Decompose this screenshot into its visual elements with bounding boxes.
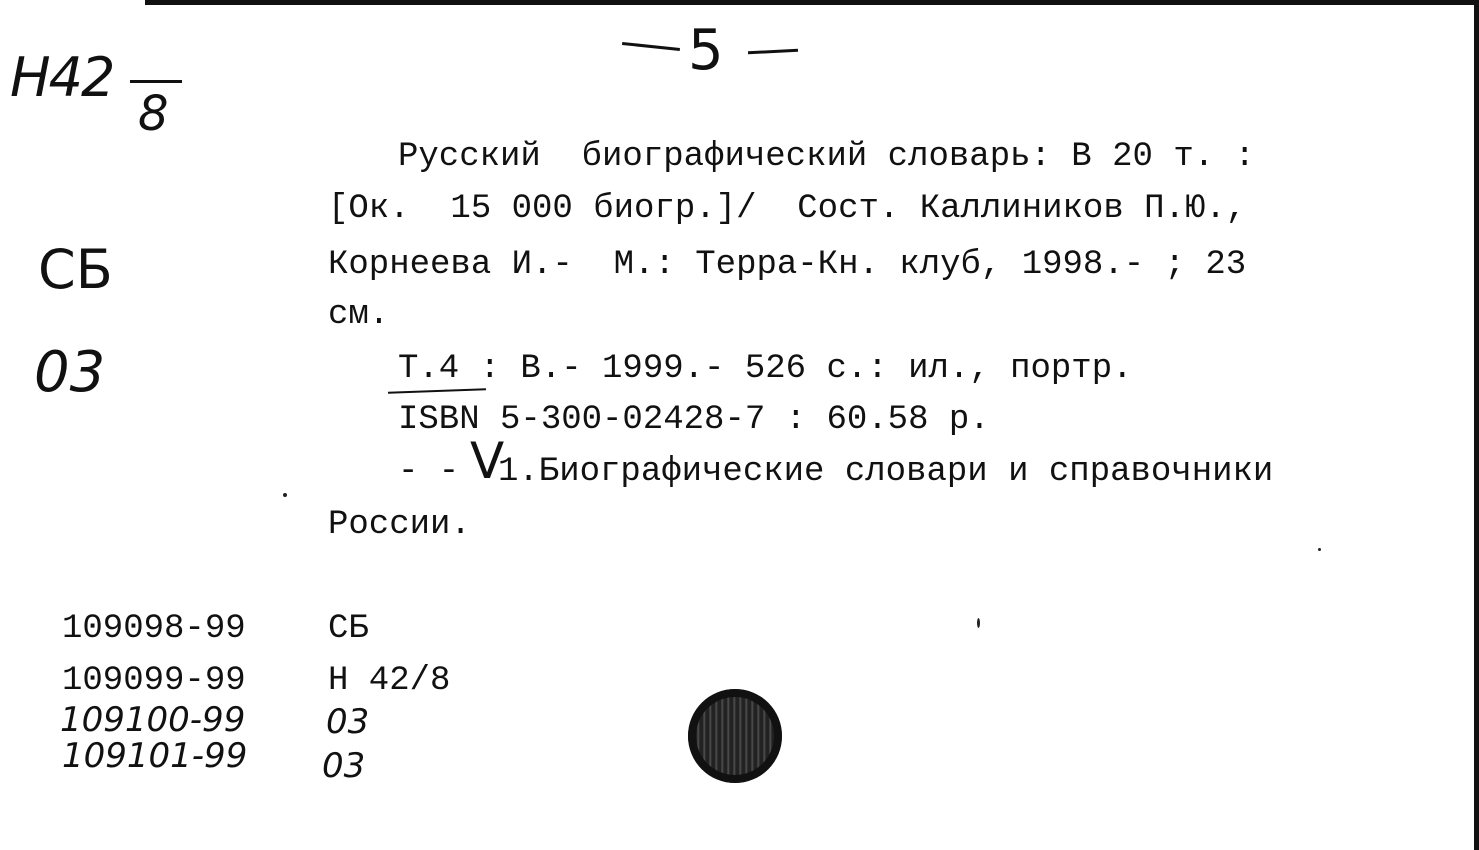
- subject-line: 1.Биографические словари и справочники: [498, 453, 1274, 491]
- shelf-mark-fraction: 8: [138, 86, 169, 142]
- page-mark-dash-right: [748, 49, 798, 55]
- inventory-location-handwritten: 03: [326, 702, 370, 742]
- scan-speck: [283, 493, 287, 497]
- subject-prefix: - -: [398, 453, 460, 491]
- margin-03: 03: [34, 340, 106, 405]
- card-punch-hole: [688, 689, 782, 783]
- subject-check-mark: V: [470, 432, 505, 490]
- inventory-location-handwritten: 03: [322, 746, 366, 786]
- margin-sb: СБ: [38, 238, 113, 301]
- volume-line: Т.4 : В.- 1999.- 526 с.: ил., портр.: [398, 350, 1133, 388]
- subject-line-2: России.: [328, 506, 471, 544]
- shelf-mark-top: Н42: [10, 46, 114, 109]
- inventory-number-handwritten: 109100-99: [60, 700, 246, 740]
- page-mark-dash-left: [622, 42, 680, 51]
- inventory-location: СБ: [328, 610, 369, 648]
- page-mark: 5: [688, 18, 724, 83]
- scan-speck: [1318, 548, 1321, 551]
- entry-line-1: Русский биографический словарь: В 20 т. :: [398, 138, 1255, 176]
- entry-line-3: Корнеева И.- М.: Терра-Кн. клуб, 1998.- ; 23: [328, 246, 1247, 284]
- inventory-number: 109099-99: [62, 662, 246, 700]
- volume-underline: [388, 388, 486, 393]
- scan-speck: [977, 618, 980, 628]
- card-top-border: [145, 0, 1479, 5]
- inventory-number: 109098-99: [62, 610, 246, 648]
- card-right-border: [1474, 0, 1479, 850]
- entry-line-4: см.: [328, 296, 390, 334]
- entry-line-2: [Ок. 15 000 биогр.]/ Сост. Каллиников П.Ю.,: [328, 190, 1247, 228]
- isbn-line: ISBN 5-300-02428-7 : 60.58 р.: [398, 401, 990, 439]
- shelf-mark-fraction-line: [130, 80, 182, 83]
- inventory-number-handwritten: 109101-99: [62, 736, 248, 776]
- inventory-location: Н 42/8: [328, 662, 451, 700]
